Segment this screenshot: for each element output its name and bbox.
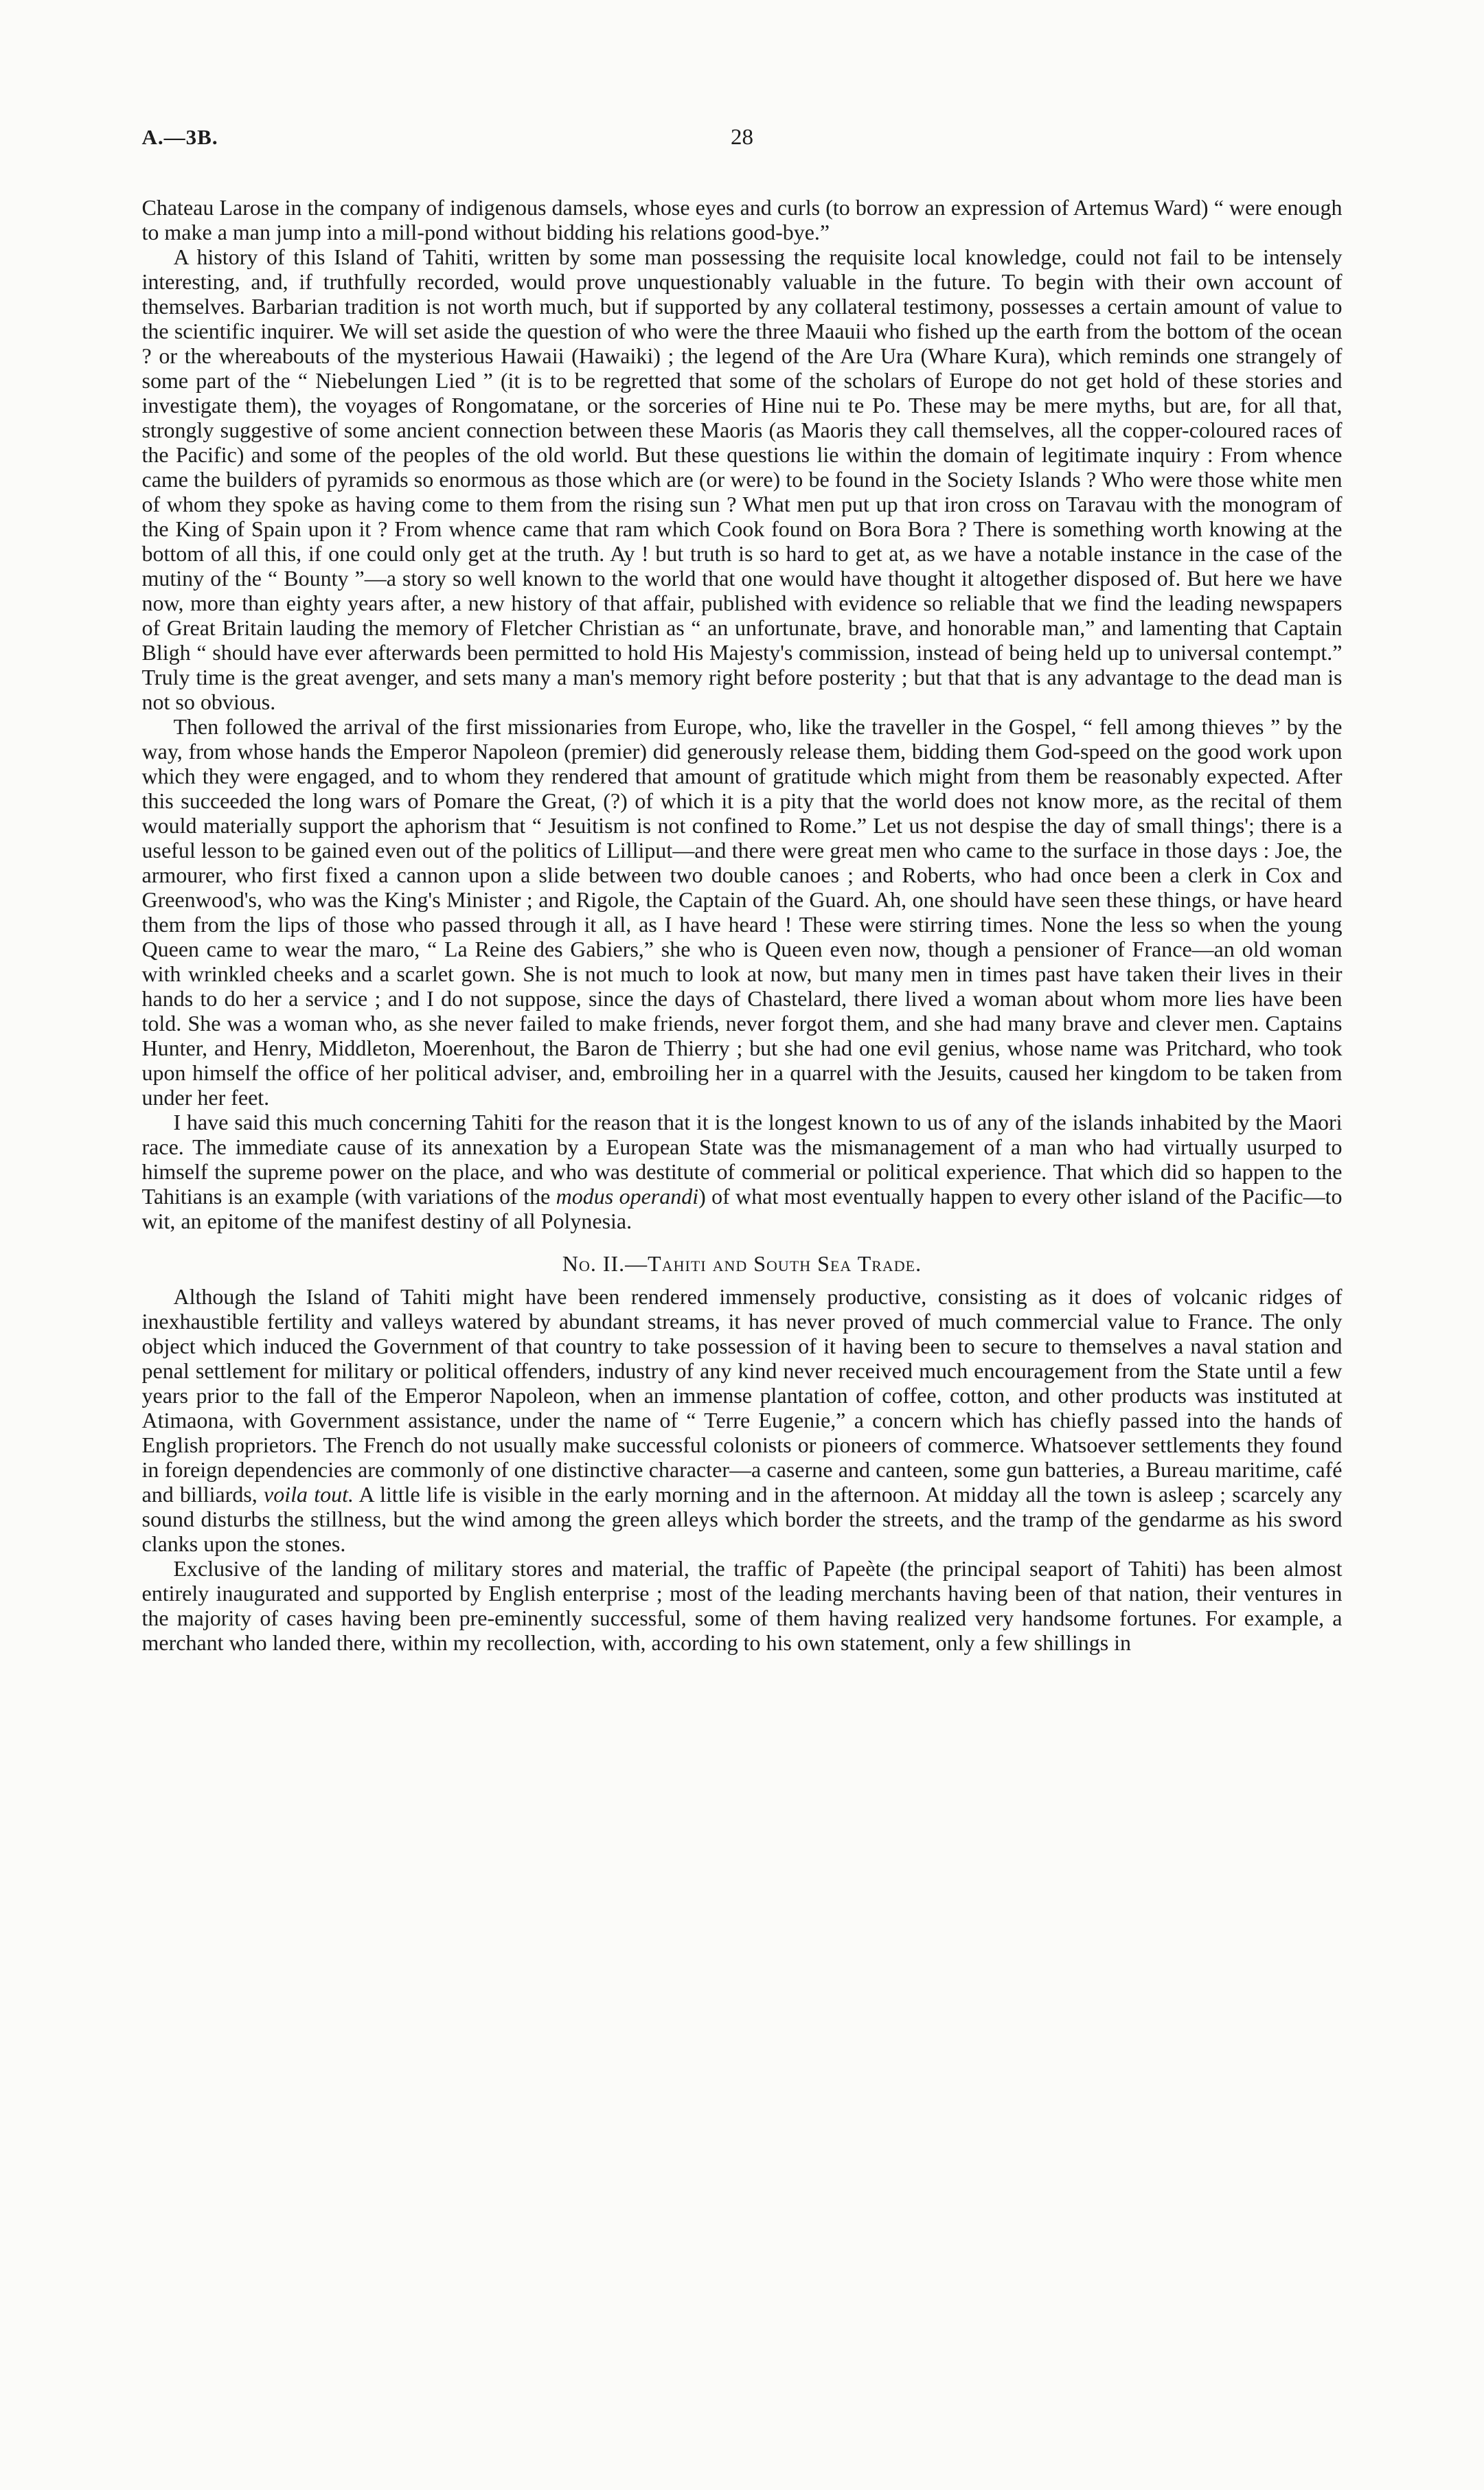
text-segment: Exclusive of the landing of military stores and material, the traffic of Papeète (the principal seaport of Tahiti) has been almost entirely inaugurated and supported by English enterprise ; most of the leading merchants having been of that nation, their ventures in the majority of cases having been pre-eminently successful, some of them having realized very handsome fortunes. For example, a merchant who landed there, within my recollection, with, according to his own statement, only a few shillings in: [141, 1556, 1343, 1655]
italic-text-segment: voila tout.: [264, 1482, 354, 1507]
paragraph: [142, 244, 1343, 714]
paragraph: [142, 195, 1343, 244]
text-segment: ) of what most eventually happen to every other island of the Pacific—to wit, an epitome of the manifest destiny of all Polynesia.: [141, 1184, 1343, 1233]
text-column: [142, 0, 1343, 1655]
paragraph: [142, 1110, 1343, 1233]
text-segment: A history of this Island of Tahiti, written by some man possessing the requisite local knowledge, could not fail to be intensely interesting, and, if truthfully recorded, would prove unquestionably valuable in the future. To begin with their own account of themselves. Barbarian tradition is not worth much, but if supported by any collateral testimony, possesses a certain amount of value to the scientific inquirer. We will set aside the question of who were the three Maauii who fished up the earth from the bottom of the ocean ? or the whereabouts of the mysterious Hawaii (Hawaiki) ; the legend of the Are Ura (Whare Kura), which reminds one strangely of some part of the “ Niebelungen Lied ” (it is to be regretted that some of the scholars of Europe do not get hold of these stories and investigate them), the voyages of Rongomatane, or the sorceries of Hine nui te Po. These may be mere myths, but are, for all that, strongly suggestive of some ancient connection between these Maoris (as Maoris they call themselves, all the copper-coloured races of the Pacific) and some of the peoples of the old world. But these questions lie within the domain of legitimate inquiry : From whence came the builders of pyramids so enormous as those which are (or were) to be found in the Society Islands ? Who were those white men of whom they spoke as having come to them from the rising sun ? What men put up that iron cross on Taravau with the monogram of the King of Spain upon it ? From whence came that ram which Cook found on Bora Bora ? There is something worth knowing at the bottom of all this, if one could only get at the truth. Ay ! but truth is so hard to get at, as we have a notable instance in the case of the mutiny of the “ Bounty ”—a story so well known to the world that one would have thought it altogether disposed of. But here we have now, more than eighty years after, a new history of that affair, published with evidence so reliable that we find the leading newspapers of Great Britain lauding the memory of Fletcher Christian as “ an unfortunate, brave, and honorable man,” and lamenting that Captain Bligh “ should have ever afterwards been permitted to hold His Majesty's commission, instead of being held up to universal contempt.” Truly time is the great avenger, and sets many a man's memory right before posterity ; but that that is any advantage to the dead man is not so obvious.: [141, 244, 1343, 714]
paragraph: [142, 714, 1343, 1110]
italic-text-segment: modus operandi: [556, 1184, 699, 1209]
paragraph: [142, 1556, 1343, 1655]
page-body: [142, 195, 1343, 1655]
section-heading: No. II.—Tahiti and South Sea Trade.: [562, 1251, 922, 1276]
document-reference: A.—3B.: [141, 125, 218, 149]
paragraph: [142, 1284, 1343, 1556]
text-segment: Then followed the arrival of the first missionaries from Europe, who, like the traveller in the Gospel, “ fell among thieves ” by the way, from whose hands the Emperor Napoleon (premier) did generously release them, bidding them God-speed on the good work upon which they were engaged, and to whom they rendered that amount of gratitude which might from them be reasonably expected. After this succeeded the long wars of Pomare the Great, (?) of which it is a pity that the world does not know more, as the recital of them would materially support the aphorism that “ Jesuitism is not confined to Rome.” Let us not despise the day of small things'; there is a useful lesson to be gained even out of the politics of Lilliput—and there were great men who came to the surface in those days : Joe, the armourer, who first fixed a cannon upon a slide between two double canoes ; and Roberts, who had once been a clerk in Cox and Greenwood's, who was the King's Minister ; and Rigole, the Captain of the Guard. Ah, one should have seen these things, or have heard them from the lips of those who passed through it all, as I have heard ! These were stirring times. None the less so when the young Queen came to wear the maro, “ La Reine des Gabiers,” she who is Queen even now, though a pensioner of France—an old woman with wrinkled cheeks and a scarlet gown. She is not much to look at now, but many men in times past have taken their lives in their hands to do her a service ; and I do not suppose, since the days of Chastelard, there lived a woman about whom more lies have been told. She was a woman who, as she never failed to make friends, never forgot them, and she had many brave and clever men. Captains Hunter, and Henry, Middleton, Moerenhout, the Baron de Thierry ; but she had one evil genius, whose name was Pritchard, who took upon himself the office of her political adviser, and, embroiling her in a quarrel with the Jesuits, caused her kingdom to be taken from under her feet.: [141, 714, 1343, 1110]
text-segment: A little life is visible in the early morning and in the afternoon. At midday all the town is asleep ; scarcely any sound disturbs the stillness, but the wind among the green alleys which border the streets, and the tramp of the gendarme as his sword clanks upon the stones.: [141, 1482, 1343, 1556]
text-segment: Although the Island of Tahiti might have been rendered immensely productive, consisting as it does of volcanic ridges of inexhaustible fertility and valleys watered by abundant streams, it has never proved of much commercial value to France. The only object which induced the Government of that country to take possession of it having been to secure to themselves a naval station and penal settlement for military or political offenders, industry of any kind never received much encouragement from the State until a few years prior to the fall of the Emperor Napoleon, when an immense plantation of coffee, cotton, and other products was instituted at Atimaona, with Government assistance, under the name of “ Terre Eugenie,” a concern which has chiefly passed into the hands of English proprietors. The French do not usually make successful colonists or pioneers of commerce. Whatsoever settlements they found in foreign dependencies are commonly of one distinctive character—a caserne and canteen, some gun batteries, a Bureau maritime, café and billiards,: [141, 1284, 1343, 1507]
text-segment: I have said this much concerning Tahiti for the reason that it is the longest known to us of any of the islands inhabited by the Maori race. The immediate cause of its annexation by a European State was the mismanagement of a man who had virtually usurped to himself the supreme power on the place, and who was destitute of commerial or political experience. That which did so happen to the Tahitians is an example (with variations of the: [141, 1110, 1343, 1209]
page-header: [142, 125, 1343, 155]
page-number: 28: [731, 125, 753, 150]
text-segment: Chateau Larose in the company of indigenous damsels, whose eyes and curls (to borrow an expression of Artemus Ward) “ were enough to make a man jump into a mill-pond without bidding his relations good-bye.”: [141, 195, 1343, 244]
